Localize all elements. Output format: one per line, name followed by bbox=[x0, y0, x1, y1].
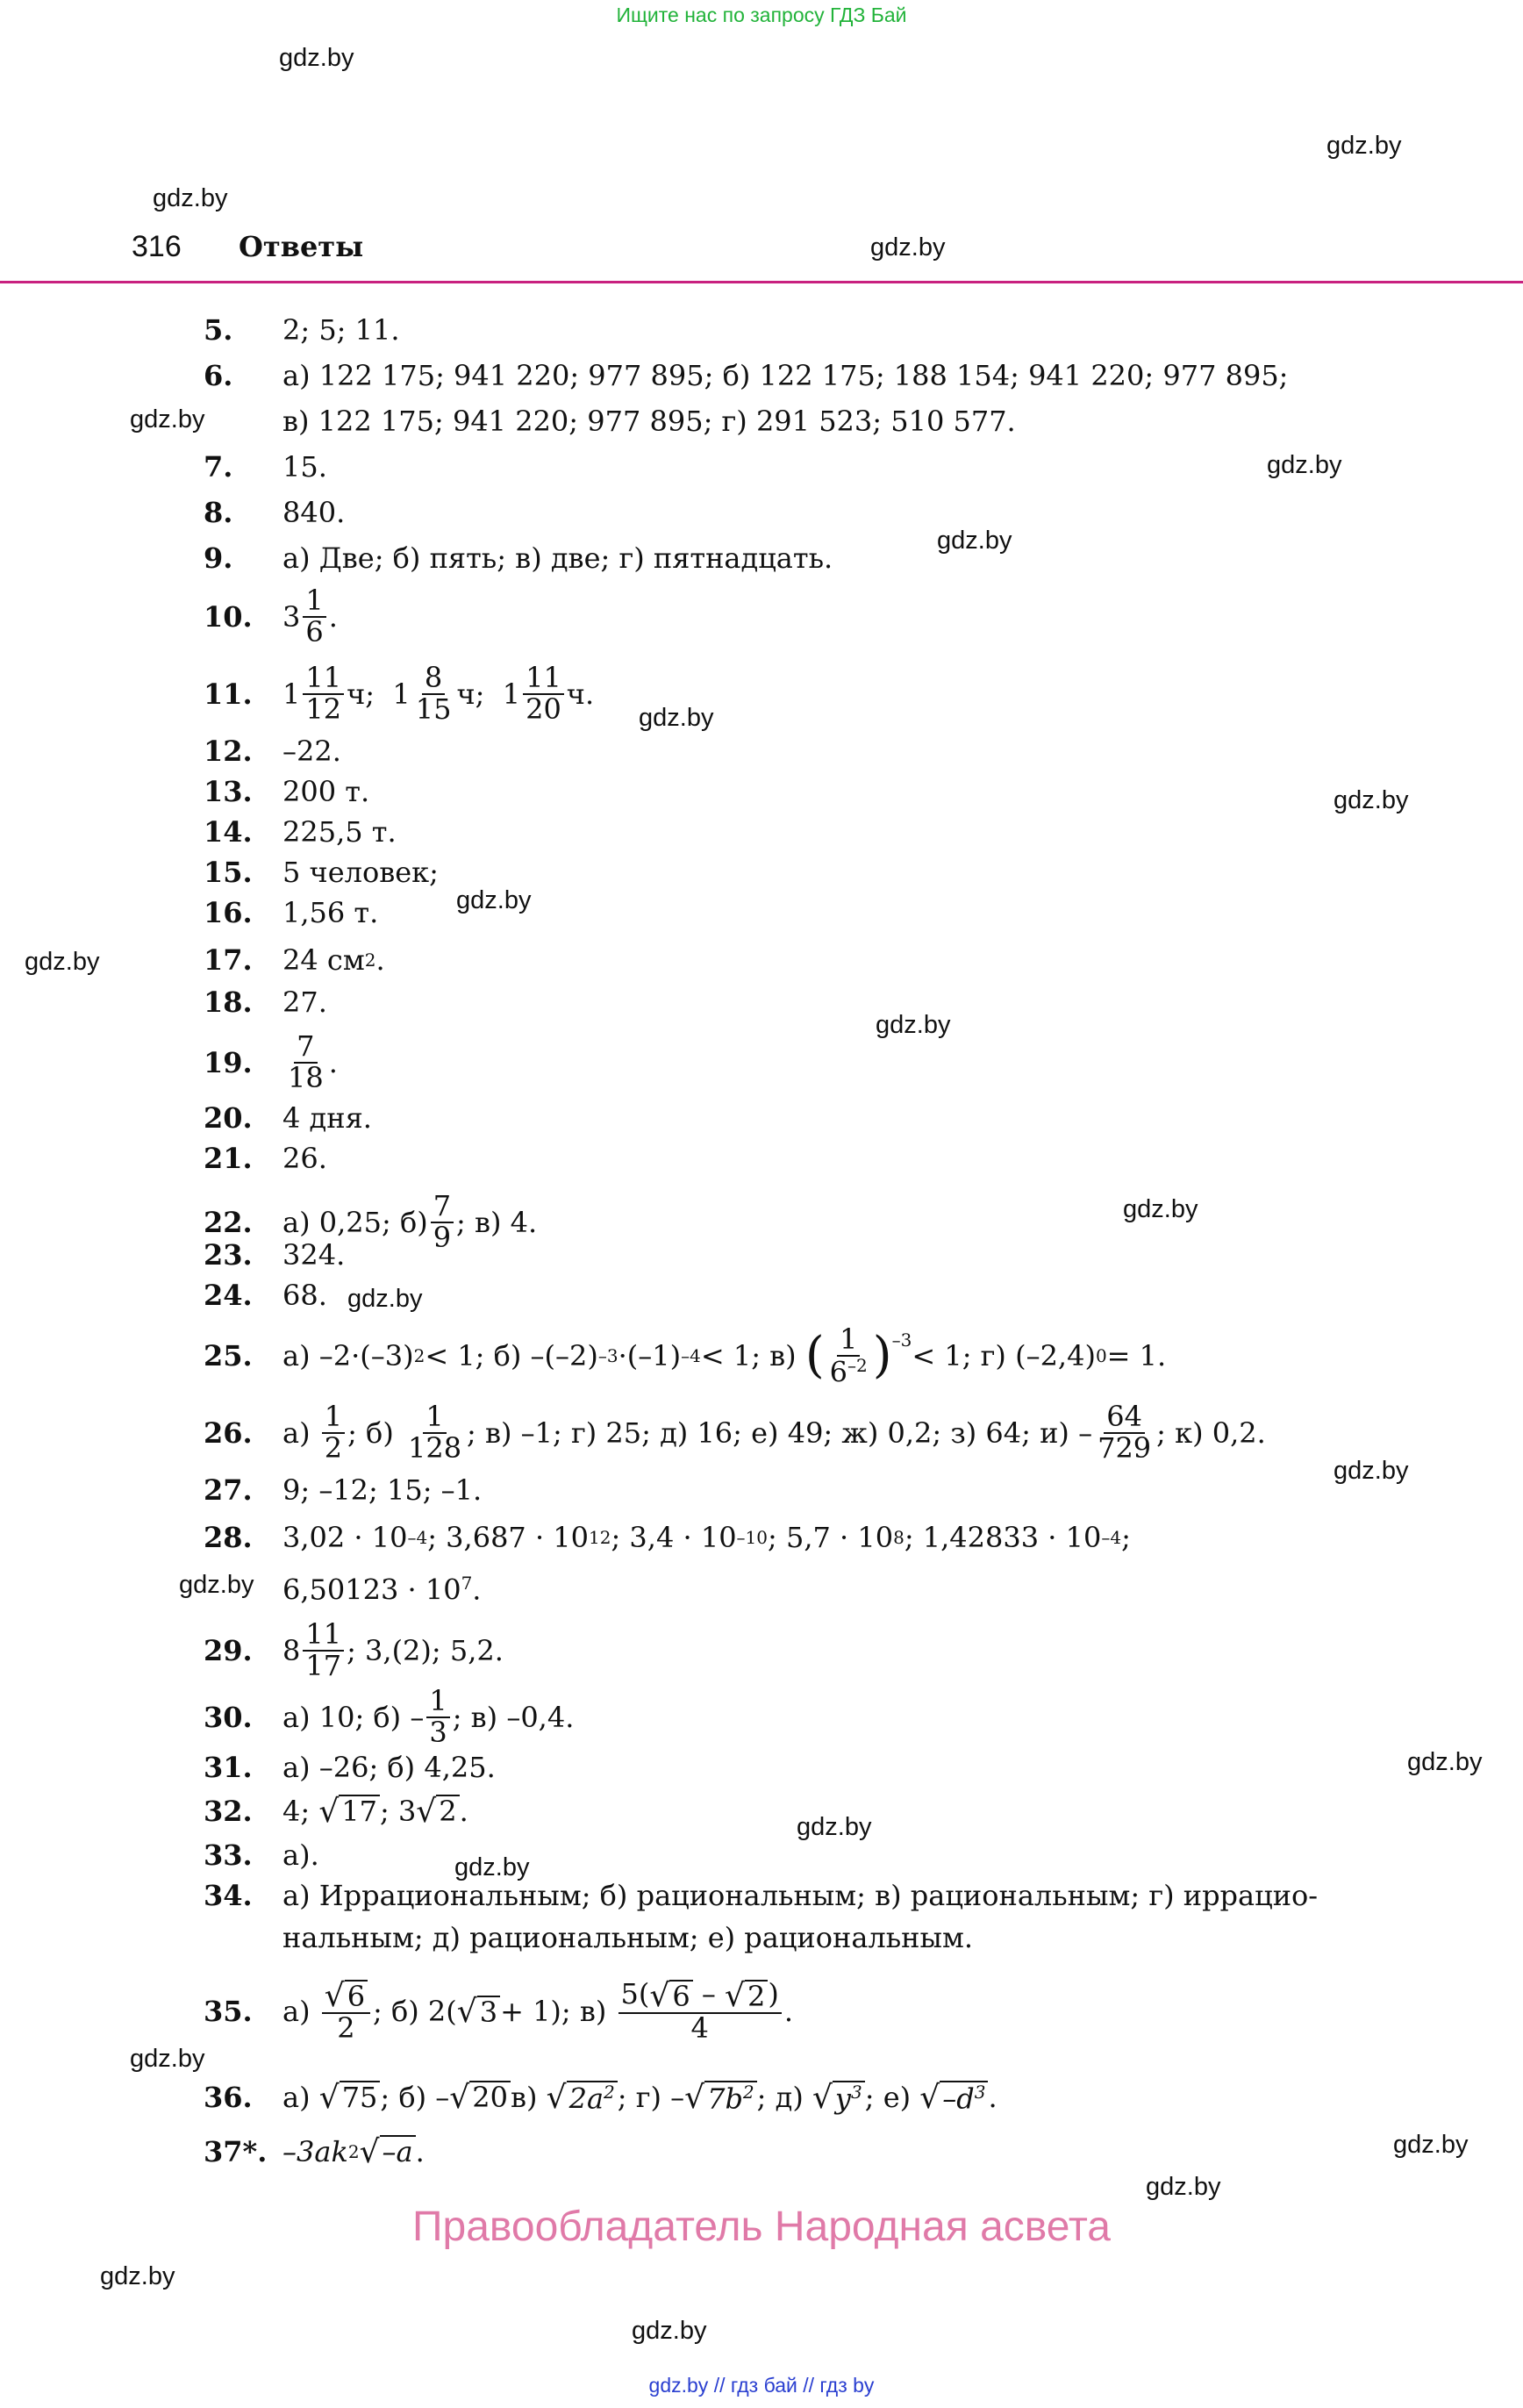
answer-17 bbox=[204, 942, 385, 978]
copyright-notice: Правообладатель Народная асвета bbox=[412, 2204, 1111, 2250]
answer-33 bbox=[204, 1838, 319, 1873]
fraction bbox=[618, 1977, 782, 2046]
answer-tail: . bbox=[459, 1795, 468, 1828]
answer-text: 4 дня. bbox=[282, 1101, 372, 1135]
answer-34-line2: нальным; д) рациональным; е) рациональным. bbox=[282, 1921, 974, 1954]
exponent: 3 bbox=[851, 2081, 862, 2103]
exponent: 12 bbox=[589, 1527, 611, 1548]
watermark: gdz.by bbox=[1123, 1195, 1198, 1223]
answer-tail: ; 3,(2); 5,2. bbox=[347, 1633, 504, 1667]
answer-number: 32. bbox=[204, 1795, 253, 1828]
denominator: 3 bbox=[429, 1715, 447, 1749]
part-label: ; г) – bbox=[617, 2081, 685, 2114]
answer-31 bbox=[204, 1750, 496, 1785]
answer-number: 37*. bbox=[204, 2135, 268, 2168]
fraction bbox=[322, 1402, 345, 1463]
fraction bbox=[405, 1402, 464, 1463]
square-root bbox=[360, 2135, 416, 2168]
denominator: 12 bbox=[305, 692, 342, 726]
numerator: 7 bbox=[294, 1032, 317, 1064]
answer-number: 23. bbox=[204, 1238, 253, 1272]
radicand-base: 2a bbox=[568, 2082, 604, 2116]
numerator: 8 bbox=[422, 663, 445, 695]
answer-number: 27. bbox=[204, 1473, 253, 1507]
answer-number: 36. bbox=[204, 2081, 253, 2114]
part-label: ; д) bbox=[756, 2081, 804, 2114]
answer-tail: ; к) 0,2. bbox=[1156, 1415, 1266, 1450]
exponent: –10 bbox=[736, 1527, 768, 1548]
radical-sign: √ bbox=[546, 2080, 567, 2117]
expression: –(–2) bbox=[530, 1339, 598, 1373]
answer-number: 15. bbox=[204, 856, 253, 889]
square-root bbox=[547, 2081, 618, 2115]
fraction bbox=[322, 1980, 370, 2044]
answer-36 bbox=[204, 2080, 997, 2115]
unit: ч. bbox=[566, 677, 595, 711]
square-root bbox=[919, 2081, 988, 2115]
answer-number: 30. bbox=[204, 1700, 253, 1734]
square-root bbox=[324, 1978, 368, 2015]
answer-number: 24. bbox=[204, 1279, 253, 1312]
answer-24 bbox=[204, 1278, 327, 1313]
answer-text: 27. bbox=[282, 985, 327, 1019]
expression: –2·(–3) bbox=[318, 1339, 414, 1373]
square-root bbox=[725, 1978, 768, 2015]
exponent: 2 bbox=[413, 1345, 425, 1367]
fraction bbox=[1095, 1402, 1154, 1463]
denominator: 729 bbox=[1098, 1430, 1152, 1465]
numerator: 7 bbox=[431, 1192, 454, 1223]
left-paren: ( bbox=[804, 1327, 825, 1385]
answer-tail: . bbox=[375, 943, 385, 977]
fraction bbox=[413, 663, 454, 724]
answer-14 bbox=[204, 814, 397, 849]
answer-35 bbox=[204, 1977, 793, 2046]
header-rule bbox=[0, 281, 1523, 283]
exponent: –4 bbox=[407, 1527, 428, 1548]
watermark: gdz.by bbox=[797, 1813, 872, 1841]
denominator: 2 bbox=[324, 1430, 343, 1465]
answer-6 bbox=[204, 358, 1288, 393]
page-number: 316 bbox=[132, 230, 182, 263]
answer-number: 6. bbox=[204, 359, 233, 392]
answer-6-line2: в) 122 175; 941 220; 977 895; г) 291 523; 510 577. bbox=[282, 405, 1016, 438]
watermark: gdz.by bbox=[639, 704, 714, 732]
watermark: gdz.by bbox=[25, 948, 100, 976]
answer-number: 17. bbox=[204, 943, 253, 977]
watermark: gdz.by bbox=[870, 233, 946, 262]
relation: < 1; bbox=[700, 1339, 761, 1373]
part-label: в) bbox=[510, 2081, 538, 2114]
answer-text: 15. bbox=[282, 450, 327, 484]
top-banner[interactable]: Ищите нас по запросу ГДЗ Бай bbox=[616, 4, 907, 26]
answer-tail: . bbox=[328, 1045, 338, 1079]
denominator: 4 bbox=[690, 2011, 709, 2046]
square-root bbox=[449, 2079, 511, 2116]
answer-text: ; 3,687 · 10 bbox=[427, 1521, 590, 1554]
numerator: 1 bbox=[303, 586, 325, 618]
answer-text: 5 человек; bbox=[282, 856, 439, 889]
watermark: gdz.by bbox=[937, 527, 1012, 555]
answer-number: 26. bbox=[204, 1415, 253, 1450]
fraction bbox=[303, 586, 325, 647]
watermark: gdz.by bbox=[1393, 2131, 1469, 2159]
denominator: 20 bbox=[526, 692, 561, 726]
exponent: 0 bbox=[1095, 1345, 1107, 1367]
part-label: ; е) bbox=[864, 2081, 912, 2114]
answer-16 bbox=[204, 895, 378, 930]
answer-text: + 1); в) bbox=[500, 1995, 607, 2029]
numerator: 1 bbox=[322, 1402, 345, 1434]
footer-links[interactable]: gdz.by // гдз бай // гдз by bbox=[648, 2374, 875, 2397]
radical-sign: √ bbox=[324, 1978, 345, 2015]
part-label: в) bbox=[769, 1339, 797, 1373]
fraction bbox=[303, 1617, 344, 1682]
radicand bbox=[833, 2081, 865, 2115]
answer-7 bbox=[204, 449, 327, 484]
radical-sign: √ bbox=[919, 2080, 940, 2117]
answer-tail: . bbox=[328, 599, 338, 634]
answer-23 bbox=[204, 1237, 345, 1272]
watermark: gdz.by bbox=[100, 2262, 175, 2290]
answer-text: –22. bbox=[282, 735, 341, 768]
exponent: 2 bbox=[604, 2081, 615, 2103]
answer-text: ; 5,7 · 10 bbox=[768, 1521, 894, 1554]
answer-tail: . bbox=[472, 1573, 482, 1607]
answer-text: 840. bbox=[282, 496, 346, 529]
square-root bbox=[812, 2081, 865, 2115]
answer-tail: . bbox=[988, 2081, 997, 2114]
numerator: 64 bbox=[1104, 1402, 1145, 1434]
watermark: gdz.by bbox=[1407, 1748, 1483, 1776]
denominator: 9 bbox=[433, 1220, 452, 1254]
answer-number: 28. bbox=[204, 1521, 253, 1554]
exponent: –3 bbox=[597, 1345, 618, 1367]
exponent: –4 bbox=[1101, 1527, 1122, 1548]
answer-text: а) 10; б) – bbox=[282, 1700, 425, 1734]
radicand bbox=[567, 2081, 618, 2115]
radicand: 3 bbox=[477, 1996, 500, 2028]
square-root bbox=[456, 1993, 500, 2030]
answer-19 bbox=[204, 1029, 338, 1094]
answer-25 bbox=[204, 1322, 1167, 1389]
watermark: gdz.by bbox=[1334, 1457, 1409, 1485]
denominator: 17 bbox=[305, 1648, 342, 1682]
radical-sign: √ bbox=[725, 1978, 745, 2015]
answer-text: а) 122 175; 941 220; 977 895; б) 122 175; 188 154; 941 220; 977 895; bbox=[282, 359, 1289, 392]
numerator: 1 bbox=[423, 1402, 446, 1434]
answer-37 bbox=[204, 2134, 425, 2169]
answer-text: ; 3 bbox=[379, 1795, 417, 1828]
answer-text: 26. bbox=[282, 1142, 327, 1175]
answer-text: ; в) –0,4. bbox=[452, 1700, 575, 1734]
watermark: gdz.by bbox=[279, 44, 354, 72]
watermark: gdz.by bbox=[1326, 132, 1402, 160]
exponent: 2 bbox=[364, 950, 376, 971]
answer-text: 9; –12; 15; –1. bbox=[282, 1473, 483, 1507]
exponent: 3 bbox=[974, 2081, 986, 2103]
radicand-base: y bbox=[834, 2082, 851, 2116]
denominator: 6 bbox=[305, 614, 324, 649]
radicand: 2 bbox=[745, 1980, 768, 2012]
radicand-base: –d bbox=[942, 2082, 975, 2116]
answer-text: а). bbox=[282, 1838, 319, 1872]
answer-number: 33. bbox=[204, 1838, 253, 1872]
radicand: 20 bbox=[469, 2081, 511, 2113]
denominator: 2 bbox=[337, 2011, 355, 2046]
fraction bbox=[303, 663, 344, 724]
answer-34 bbox=[204, 1878, 1318, 1913]
fraction bbox=[285, 1029, 326, 1094]
unit: ч; bbox=[456, 677, 485, 711]
answer-30 bbox=[204, 1684, 575, 1749]
mixed-number bbox=[282, 1617, 347, 1682]
exponent: –3 bbox=[891, 1329, 912, 1351]
answer-text: 6,50123 · 10 bbox=[282, 1573, 461, 1607]
mixed-number bbox=[282, 663, 347, 724]
answer-29 bbox=[204, 1617, 504, 1682]
whole-part: 1 bbox=[392, 677, 411, 711]
radicand: 75 bbox=[340, 2081, 381, 2113]
numerator bbox=[322, 1980, 370, 2014]
watermark: gdz.by bbox=[454, 1853, 530, 1881]
radical-sign: √ bbox=[416, 1793, 437, 1830]
answer-15 bbox=[204, 855, 439, 890]
answer-12 bbox=[204, 734, 341, 769]
answer-text: 68. bbox=[282, 1279, 327, 1312]
watermark: gdz.by bbox=[1267, 451, 1342, 479]
exponent: 2 bbox=[742, 2081, 754, 2103]
part-label: а) bbox=[282, 1339, 311, 1373]
answer-number: 19. bbox=[204, 1045, 253, 1079]
answer-8 bbox=[204, 495, 345, 530]
answer-tail: . bbox=[415, 2135, 425, 2168]
fraction bbox=[426, 1684, 449, 1749]
fraction bbox=[431, 1189, 454, 1254]
mixed-number bbox=[282, 586, 329, 647]
numerator bbox=[618, 1977, 782, 2015]
answer-text: ; 1,42833 · 10 bbox=[904, 1521, 1102, 1554]
answer-number: 7. bbox=[204, 450, 233, 484]
answer-number: 5. bbox=[204, 313, 233, 347]
right-paren: ) bbox=[872, 1327, 892, 1385]
denominator bbox=[827, 1354, 870, 1389]
part-label: б) bbox=[493, 1339, 522, 1373]
answer-number: 22. bbox=[204, 1205, 253, 1239]
answer-20 bbox=[204, 1100, 372, 1136]
coefficient: 5( bbox=[620, 1977, 650, 2011]
answer-number: 13. bbox=[204, 775, 253, 808]
answer-text: а) Две; б) пять; в) две; г) пятнадцать. bbox=[282, 541, 833, 575]
radical-sign: √ bbox=[456, 1993, 477, 2030]
relation: < 1; bbox=[425, 1339, 485, 1373]
answer-number: 11. bbox=[204, 677, 253, 711]
expression: ·(–1) bbox=[618, 1339, 682, 1373]
answer-18 bbox=[204, 985, 327, 1020]
unit: ч; bbox=[347, 677, 375, 711]
answer-27 bbox=[204, 1473, 482, 1508]
denominator-base: 6 bbox=[829, 1355, 848, 1389]
answer-number: 10. bbox=[204, 599, 253, 634]
radicand: –a bbox=[380, 2135, 416, 2168]
watermark: gdz.by bbox=[456, 886, 532, 914]
radicand: 2 bbox=[436, 1795, 459, 1827]
radicand: 6 bbox=[345, 1980, 368, 2012]
answer-text: 24 см bbox=[282, 943, 365, 977]
operator: – bbox=[692, 1977, 726, 2011]
answer-text: а) Иррациональным; б) рациональным; в) рациональным; г) иррацио- bbox=[282, 1879, 1319, 1912]
radicand bbox=[940, 2081, 988, 2115]
watermark: gdz.by bbox=[876, 1011, 951, 1039]
answer-21 bbox=[204, 1141, 327, 1176]
watermark: gdz.by bbox=[1146, 2173, 1221, 2201]
square-root bbox=[416, 1793, 459, 1830]
answer-text: 200 т. bbox=[282, 775, 370, 808]
watermark: gdz.by bbox=[347, 1285, 423, 1313]
part-label: ; б) bbox=[347, 1415, 394, 1450]
part-label: а) bbox=[282, 1995, 311, 2029]
watermark: gdz.by bbox=[179, 1571, 254, 1599]
answer-5 bbox=[204, 312, 400, 348]
answer-number: 12. bbox=[204, 735, 253, 768]
exponent: –4 bbox=[681, 1345, 701, 1367]
numerator: 11 bbox=[303, 663, 344, 695]
closing-paren: ) bbox=[768, 1977, 779, 2011]
answer-text: 2; 5; 11. bbox=[282, 313, 400, 347]
answer-text: а) –26; б) 4,25. bbox=[282, 1751, 496, 1784]
numerator: 1 bbox=[837, 1325, 860, 1357]
radical-sign: √ bbox=[812, 2080, 833, 2117]
radicand: 6 bbox=[669, 1980, 692, 2012]
radicand bbox=[704, 2081, 757, 2115]
watermark: gdz.by bbox=[130, 405, 205, 434]
answer-number: 8. bbox=[204, 496, 233, 529]
part-label: г) bbox=[980, 1339, 1006, 1373]
square-root bbox=[649, 1978, 692, 2015]
answer-text: а) 0,25; б) bbox=[282, 1205, 428, 1239]
whole-part: 3 bbox=[282, 599, 301, 634]
watermark: gdz.by bbox=[153, 184, 228, 212]
answer-11 bbox=[204, 663, 594, 724]
radicand: 17 bbox=[339, 1795, 380, 1827]
answer-number: 21. bbox=[204, 1142, 253, 1175]
answer-text: 4; bbox=[282, 1795, 311, 1828]
answer-text: ; в) –1; г) 25; д) 16; е) 49; ж) 0,2; з) 64; и) – bbox=[467, 1415, 1093, 1450]
answer-number: 25. bbox=[204, 1339, 253, 1373]
numerator: 11 bbox=[303, 1620, 344, 1652]
answer-number: 9. bbox=[204, 541, 233, 575]
whole-part: 1 bbox=[502, 677, 521, 711]
answer-32 bbox=[204, 1794, 468, 1829]
part-label: а) bbox=[282, 1415, 311, 1450]
relation: < 1; bbox=[912, 1339, 972, 1373]
answer-9 bbox=[204, 541, 833, 576]
answer-text: 324. bbox=[282, 1238, 346, 1272]
answer-text: ; 3,4 · 10 bbox=[611, 1521, 737, 1554]
radical-sign: √ bbox=[318, 2079, 340, 2116]
section-title: Ответы bbox=[239, 230, 364, 263]
fraction bbox=[827, 1322, 870, 1389]
part-label: а) bbox=[282, 2081, 311, 2114]
square-root bbox=[684, 2081, 757, 2115]
answer-26 bbox=[204, 1402, 1266, 1463]
numerator: 11 bbox=[523, 663, 564, 695]
answer-number: 16. bbox=[204, 896, 253, 929]
exponent: –2 bbox=[847, 1354, 868, 1376]
exponent: 7 bbox=[461, 1573, 473, 1594]
answer-text: ; bbox=[1121, 1521, 1131, 1554]
answer-10 bbox=[204, 586, 338, 647]
radicand-base: 7b bbox=[707, 2082, 743, 2116]
watermark: gdz.by bbox=[130, 2045, 205, 2073]
denominator: 15 bbox=[415, 692, 452, 726]
watermark: gdz.by bbox=[1334, 786, 1409, 814]
relation: = 1. bbox=[1106, 1339, 1167, 1373]
fraction bbox=[523, 663, 564, 724]
answer-number: 31. bbox=[204, 1751, 253, 1784]
part-label: ; б) 2( bbox=[373, 1995, 457, 2029]
answer-text: ; в) 4. bbox=[456, 1205, 538, 1239]
answer-28-line2 bbox=[282, 1566, 481, 1608]
answer-number: 14. bbox=[204, 815, 253, 849]
exponent: 2 bbox=[347, 2141, 360, 2162]
denominator: 128 bbox=[407, 1430, 462, 1465]
radical-sign: √ bbox=[318, 1793, 340, 1830]
answer-text: 3,02 · 10 bbox=[282, 1521, 408, 1554]
radical-sign: √ bbox=[684, 2080, 705, 2117]
answer-28 bbox=[204, 1520, 1131, 1555]
exponent: 8 bbox=[893, 1527, 905, 1548]
whole-part: 8 bbox=[282, 1633, 301, 1667]
square-root bbox=[318, 1793, 380, 1830]
radical-sign: √ bbox=[649, 1978, 670, 2015]
expression: (–2,4) bbox=[1015, 1339, 1096, 1373]
answer-number: 34. bbox=[204, 1879, 253, 1912]
denominator: 18 bbox=[288, 1060, 324, 1094]
numerator: 1 bbox=[426, 1687, 449, 1718]
answer-text: 225,5 т. bbox=[282, 815, 397, 849]
watermark: gdz.by bbox=[632, 2317, 707, 2345]
expression: –3ak bbox=[282, 2135, 348, 2168]
square-root bbox=[318, 2079, 381, 2116]
whole-part: 1 bbox=[282, 677, 301, 711]
answer-number: 29. bbox=[204, 1633, 253, 1667]
part-label: ; б) – bbox=[380, 2081, 450, 2114]
answer-number: 35. bbox=[204, 1995, 253, 2029]
radical-sign: √ bbox=[359, 2133, 380, 2170]
mixed-number bbox=[503, 663, 567, 724]
answer-text: 1,56 т. bbox=[282, 896, 379, 929]
radical-sign: √ bbox=[449, 2079, 470, 2116]
answer-13 bbox=[204, 774, 369, 809]
answer-tail: . bbox=[783, 1995, 793, 2029]
mixed-number bbox=[392, 663, 456, 724]
answer-number: 18. bbox=[204, 985, 253, 1019]
answer-number: 20. bbox=[204, 1101, 253, 1135]
